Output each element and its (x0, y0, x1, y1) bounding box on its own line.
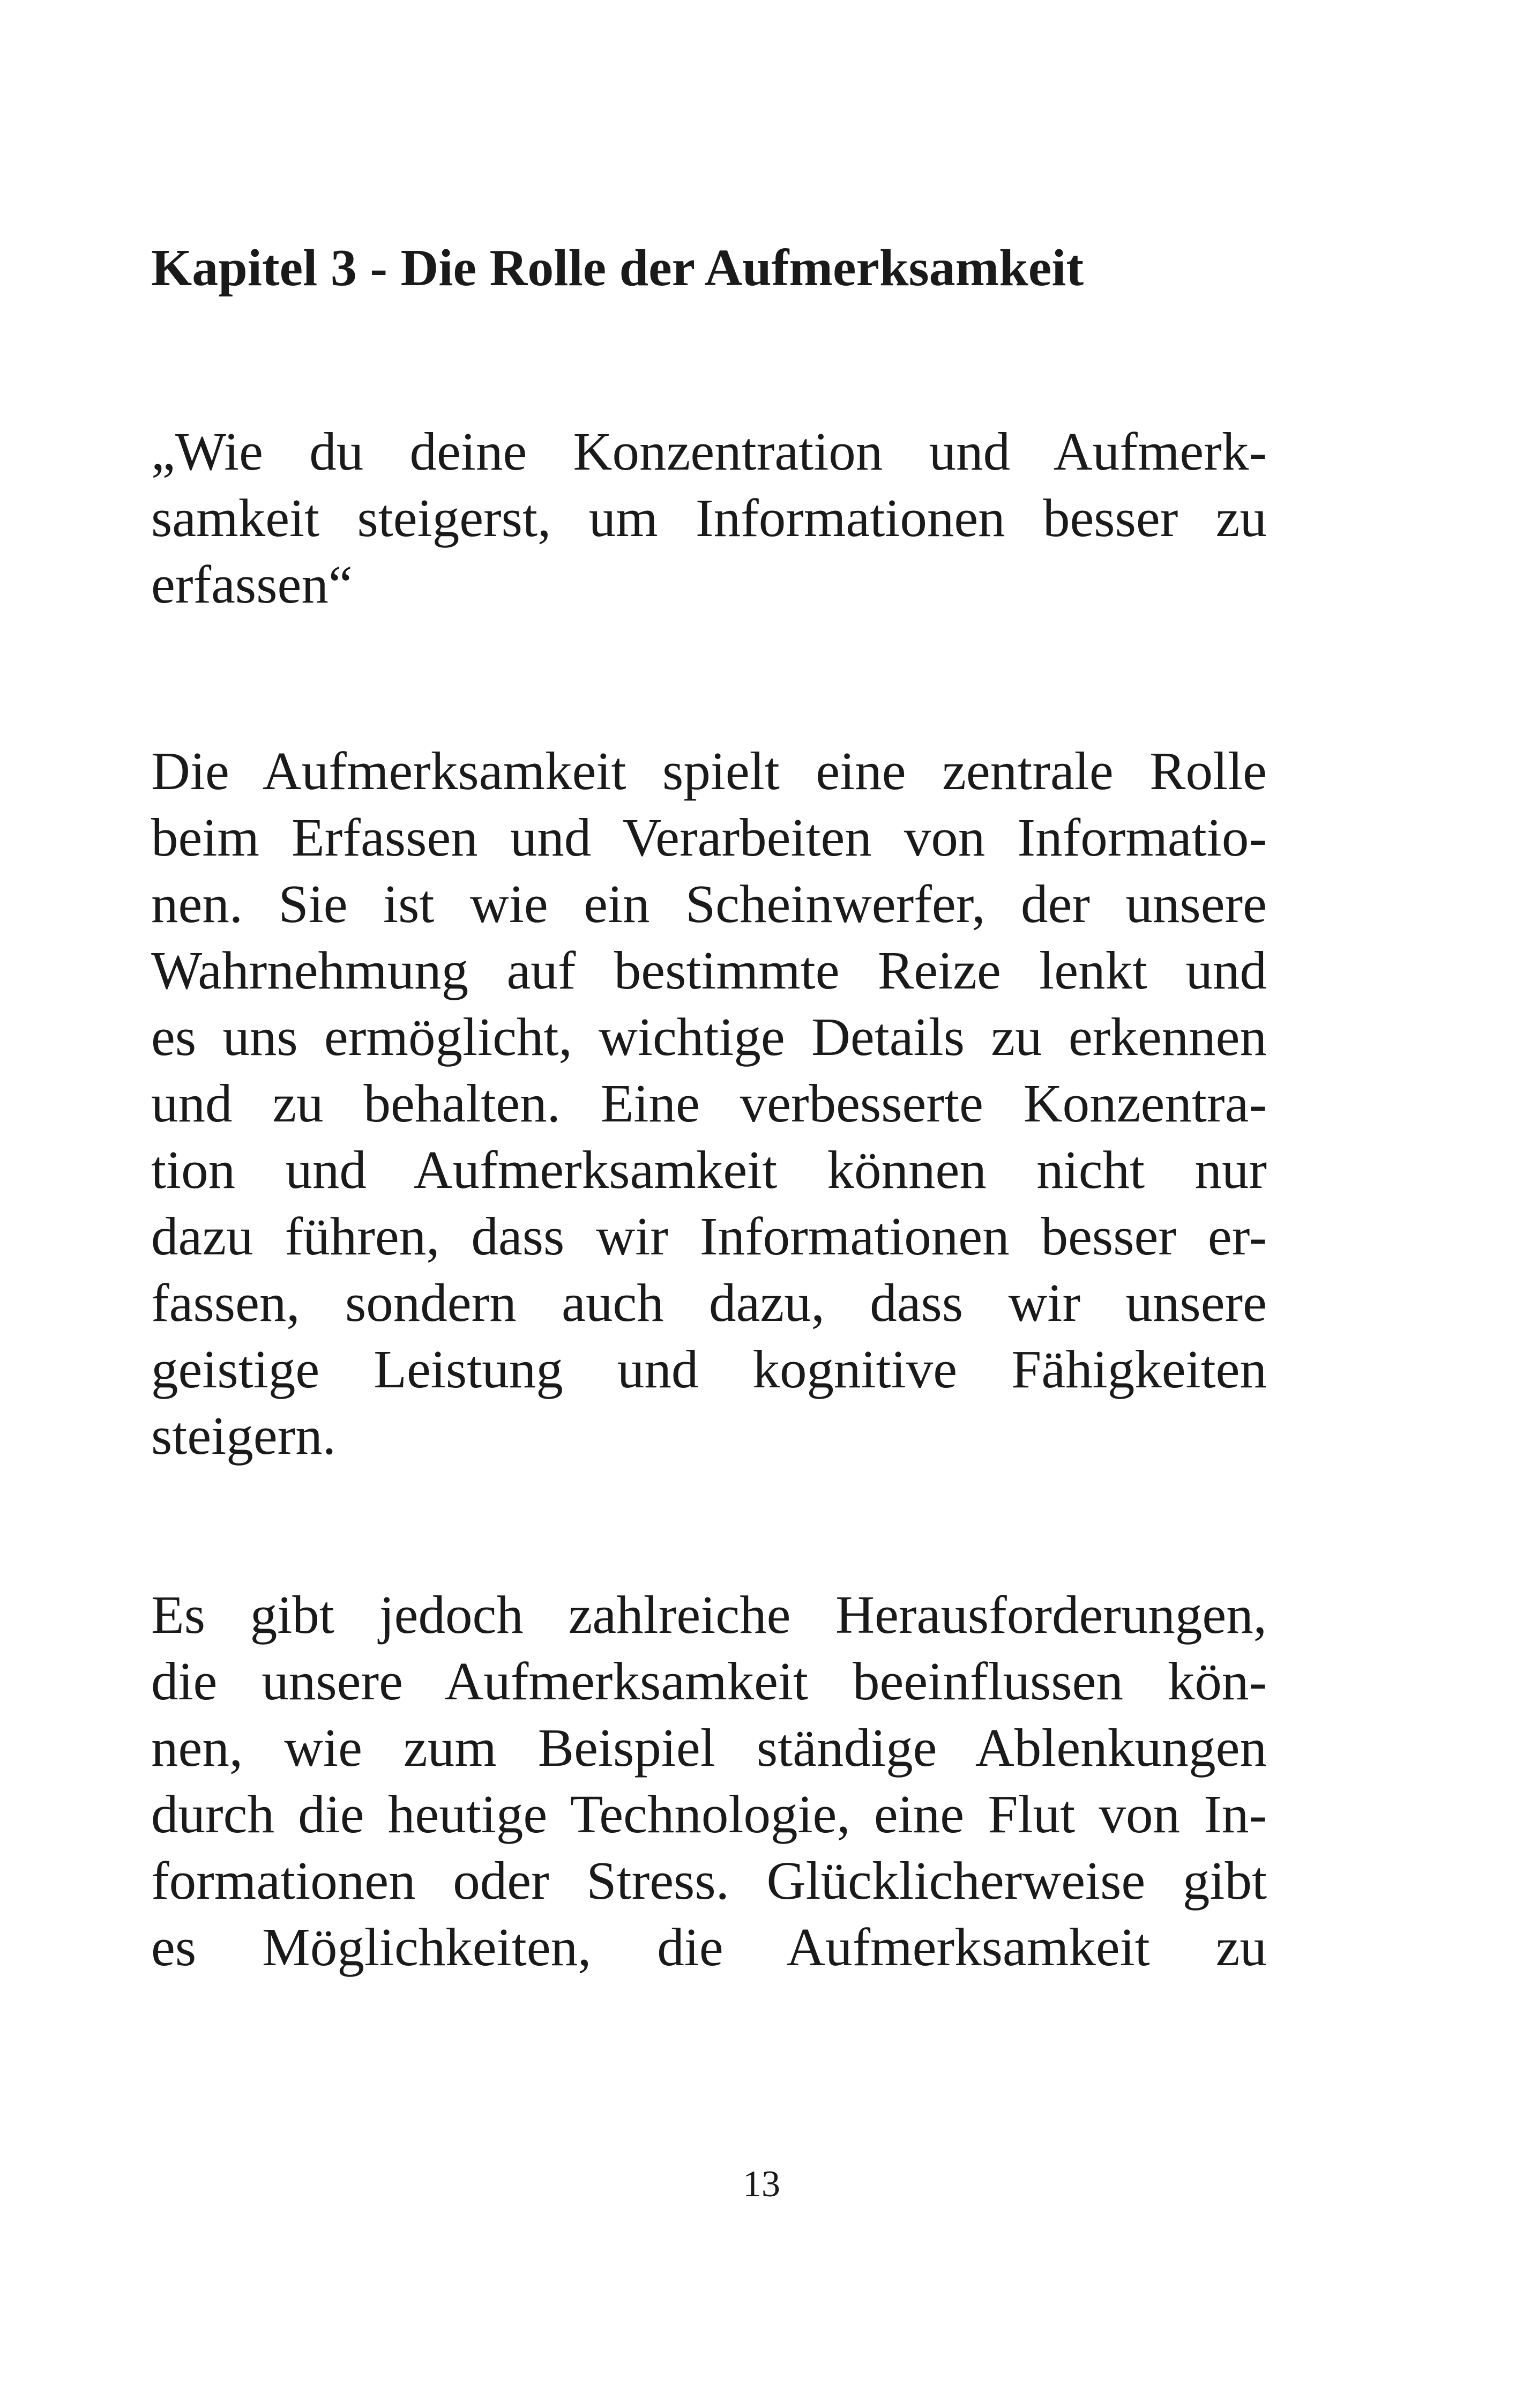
subtitle-line: „Wie du deine Konzentration und Aufmerk- (151, 421, 1267, 481)
paragraph-line: geistige Leistung und kognitive Fähigkeiten (151, 1339, 1267, 1399)
paragraph-line: die unsere Aufmerksamkeit beeinflussen kön- (151, 1651, 1267, 1711)
paragraph-line: es Möglichkeiten, die Aufmerksamkeit zu (151, 1917, 1267, 1977)
subtitle-line: samkeit steigerst, um Informationen besser zu (151, 488, 1267, 548)
paragraph-line: Wahrnehmung auf bestimmte Reize lenkt und (151, 940, 1267, 1000)
paragraph-line: tion und Aufmerksamkeit können nicht nur (151, 1140, 1267, 1200)
paragraph-line: beim Erfassen und Verarbeiten von Informatio- (151, 807, 1267, 867)
paragraph-line: fassen, sondern auch dazu, dass wir unsere (151, 1273, 1267, 1333)
paragraph-line: durch die heutige Technologie, eine Flut von In- (151, 1784, 1267, 1844)
chapter-subtitle (151, 418, 1267, 618)
subtitle-line: erfassen“ (151, 554, 353, 614)
paragraph-2 (151, 1581, 1267, 1980)
paragraph-line: formationen oder Stress. Glücklicherweise gibt (151, 1850, 1267, 1911)
chapter-heading: Kapitel 3 - Die Rolle der Aufmerksamkeit (151, 239, 1084, 297)
paragraph-line: es uns ermöglicht, wichtige Details zu erkennen (151, 1007, 1267, 1067)
paragraph-line: nen. Sie ist wie ein Scheinwerfer, der unsere (151, 874, 1267, 934)
paragraph-line: Die Aufmerksamkeit spielt eine zentrale Rolle (151, 741, 1267, 801)
paragraph-line: Es gibt jedoch zahlreiche Herausforderungen, (151, 1585, 1267, 1645)
paragraph-line: nen, wie zum Beispiel ständige Ablenkungen (151, 1718, 1267, 1778)
page-number: 13 (743, 2164, 780, 2205)
paragraph-line: steigern. (151, 1406, 336, 1466)
paragraph-line: und zu behalten. Eine verbesserte Konzentra- (151, 1073, 1267, 1133)
paragraph-line: dazu führen, dass wir Informationen besser er- (151, 1206, 1267, 1266)
paragraph-1 (151, 738, 1267, 1469)
